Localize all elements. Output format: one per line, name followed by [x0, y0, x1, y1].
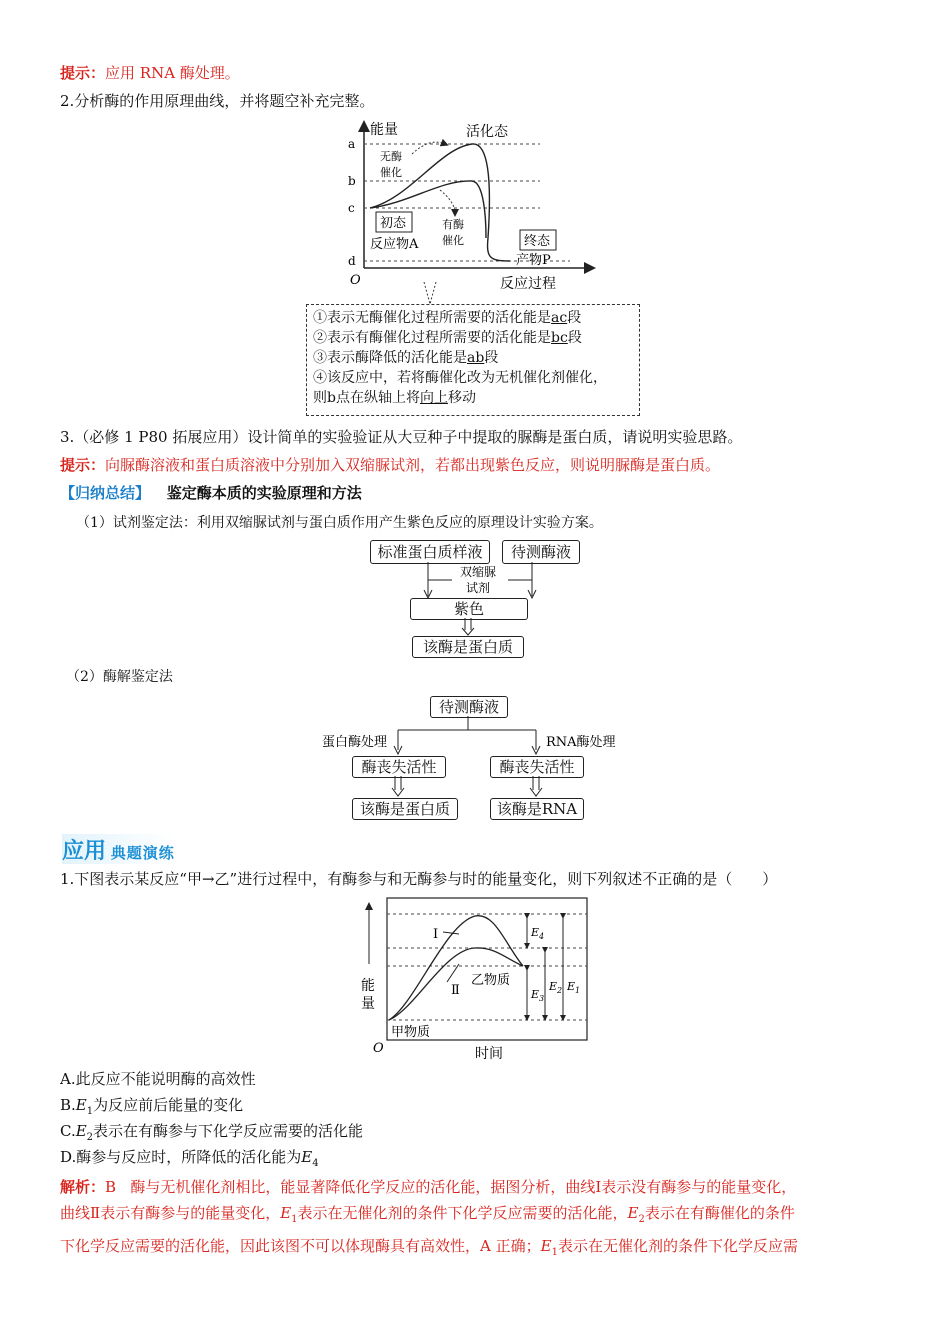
curve-I-leader [443, 932, 459, 934]
e3-label: $E_3$ [531, 988, 545, 1003]
reactant-label-2: 甲物质 [391, 1025, 431, 1040]
method-2: （2）酶解鉴定法 [66, 669, 173, 685]
lost-activity-left: 酶丧失活性 [352, 756, 446, 778]
note-1: ①表示无酶催化过程所需要的活化能是ac段 [313, 310, 582, 326]
summary-title: 鉴定酶本质的实验原理和方法 [166, 484, 362, 502]
x-axis-label: 反应过程 [500, 276, 556, 292]
level-a: a [348, 137, 356, 151]
level-c: c [348, 201, 355, 215]
curve-II-label: Ⅱ [451, 983, 460, 998]
curve-II-leader [447, 964, 459, 982]
question-2: 2.分析酶的作用原理曲线，并将题空补充完整。 [60, 92, 375, 110]
arrow-no-enzyme [412, 142, 445, 154]
with-enzyme-label-1: 有酶 [442, 218, 464, 231]
result-right: 该酶是RNA [490, 798, 584, 820]
test-enzyme-box: 待测酶液 [502, 540, 580, 564]
no-enzyme-label-2: 催化 [380, 166, 402, 179]
result-left: 该酶是蛋白质 [352, 798, 458, 820]
analysis-line-1: 解析：B 酶与无机催化剂相比，能显著降低化学反应的活化能，据图分析，曲线Ⅰ表示没有酶参与的能量变化， [60, 1178, 797, 1196]
protease-label: 蛋白酶处理 [322, 735, 388, 750]
product-label-2: 乙物质 [471, 973, 511, 988]
option-a[interactable]: A.此反应不能说明酶的高效性 [60, 1070, 256, 1088]
std-protein-box: 标准蛋白质样液 [370, 540, 490, 564]
reagent-label-2: 试剂 [466, 581, 491, 595]
flow2-down-arrows [390, 776, 550, 798]
chart2-frame [387, 898, 587, 1040]
analysis [60, 1174, 880, 1266]
summary-tag: 【归纳总结】 [60, 484, 151, 502]
chart2-x-label: 时间 [475, 1046, 503, 1062]
chart2-origin: O [373, 1041, 384, 1056]
no-enzyme-label-1: 无酶 [380, 150, 402, 163]
note-2: ②表示有酶催化过程所需要的活化能是bc段 [313, 330, 582, 346]
level-b: b [348, 174, 356, 188]
summary-header [60, 482, 362, 504]
hint-3: 提示：向脲酶溶液和蛋白质溶液中分别加入双缩脲试剂，若都出现紫色反应，则说明脲酶是蛋白质。 [60, 456, 721, 474]
apply-header [62, 834, 175, 864]
apply-small: 典题演练 [110, 844, 175, 862]
e2-label: $E_2$ [549, 980, 563, 995]
flow1-down-arrow [460, 618, 476, 636]
hint-label: 提示： [60, 64, 106, 82]
energy-chart-1 [340, 118, 600, 294]
purple-box: 紫色 [410, 598, 528, 620]
with-enzyme-label-2: 催化 [442, 234, 464, 247]
curve-I-label: Ⅰ [433, 927, 439, 942]
final-label: 终态 [524, 234, 551, 249]
chart2-y-label-1: 能 [361, 978, 375, 994]
hint-1 [60, 62, 240, 84]
flow1-arrows [400, 562, 560, 600]
option-c[interactable]: $C.E_2$表示在有酶参与下化学反应需要的活化能 [60, 1122, 364, 1143]
reactant-label: 反应物A [370, 237, 419, 252]
option-d[interactable]: D.酶参与反应时，所降低的活化能为$E_4$ [60, 1148, 319, 1169]
product-label: 产物P [516, 253, 551, 268]
chart2-y-label-2: 量 [361, 996, 375, 1012]
option-b[interactable]: $B.E_1$为反应前后能量的变化 [60, 1096, 244, 1117]
note-5: 则b点在纵轴上将向上移动 [313, 390, 476, 406]
reagent-label-1: 双缩脲 [460, 565, 497, 579]
exercise-1: 1.下图表示某反应“甲→乙”进行过程中，有酶参与和无酶参与时的能量变化，则下列叙述不正确的是（ ） [60, 870, 778, 888]
note-box [306, 304, 640, 416]
origin-label: O [350, 273, 361, 288]
lost-activity-right: 酶丧失活性 [490, 756, 584, 778]
analysis-line-3: 下化学反应需要的活化能，因此该图不可以体现酶具有高效性，A 正确；$E_1$表示在无催化剂的条件下化学反应需 [60, 1237, 798, 1258]
y-axis-label: 能量 [370, 122, 398, 138]
energy-chart-2 [355, 894, 595, 1066]
note-pointer [410, 280, 450, 306]
note-4: ④该反应中，若将酶催化改为无机催化剂催化， [313, 370, 607, 386]
hint-text: 应用 RNA 酶处理。 [105, 64, 240, 82]
arrow-with-enzyme [440, 190, 455, 213]
question-3: 3.（必修 1 P80 拓展应用）设计简单的实验验证从大豆种子中提取的脲酶是蛋白质，请说明实验思路。 [60, 428, 743, 446]
level-d: d [348, 254, 356, 268]
result-protein-box: 该酶是蛋白质 [412, 636, 524, 658]
method-1: （1）试剂鉴定法：利用双缩脲试剂与蛋白质作用产生紫色反应的原理设计实验方案。 [76, 515, 603, 531]
initial-label: 初态 [380, 216, 407, 231]
e1-label: $E_1$ [567, 980, 581, 995]
activated-label: 活化态 [466, 124, 508, 140]
e4-label: $E_4$ [531, 926, 545, 941]
rnase-label: RNA酶处理 [546, 735, 616, 750]
note-3: ③表示酶降低的活化能是ab段 [313, 350, 499, 366]
flow2-branch [300, 716, 640, 756]
apply-big: 应用 [62, 839, 107, 864]
flow2-test-box: 待测酶液 [430, 696, 508, 718]
analysis-line-2: 曲线Ⅱ表示有酶参与的能量变化，$E_1$表示在无催化剂的条件下化学反应需要的活化能，$E_2$表示在有酶催化的条件 [60, 1204, 795, 1225]
